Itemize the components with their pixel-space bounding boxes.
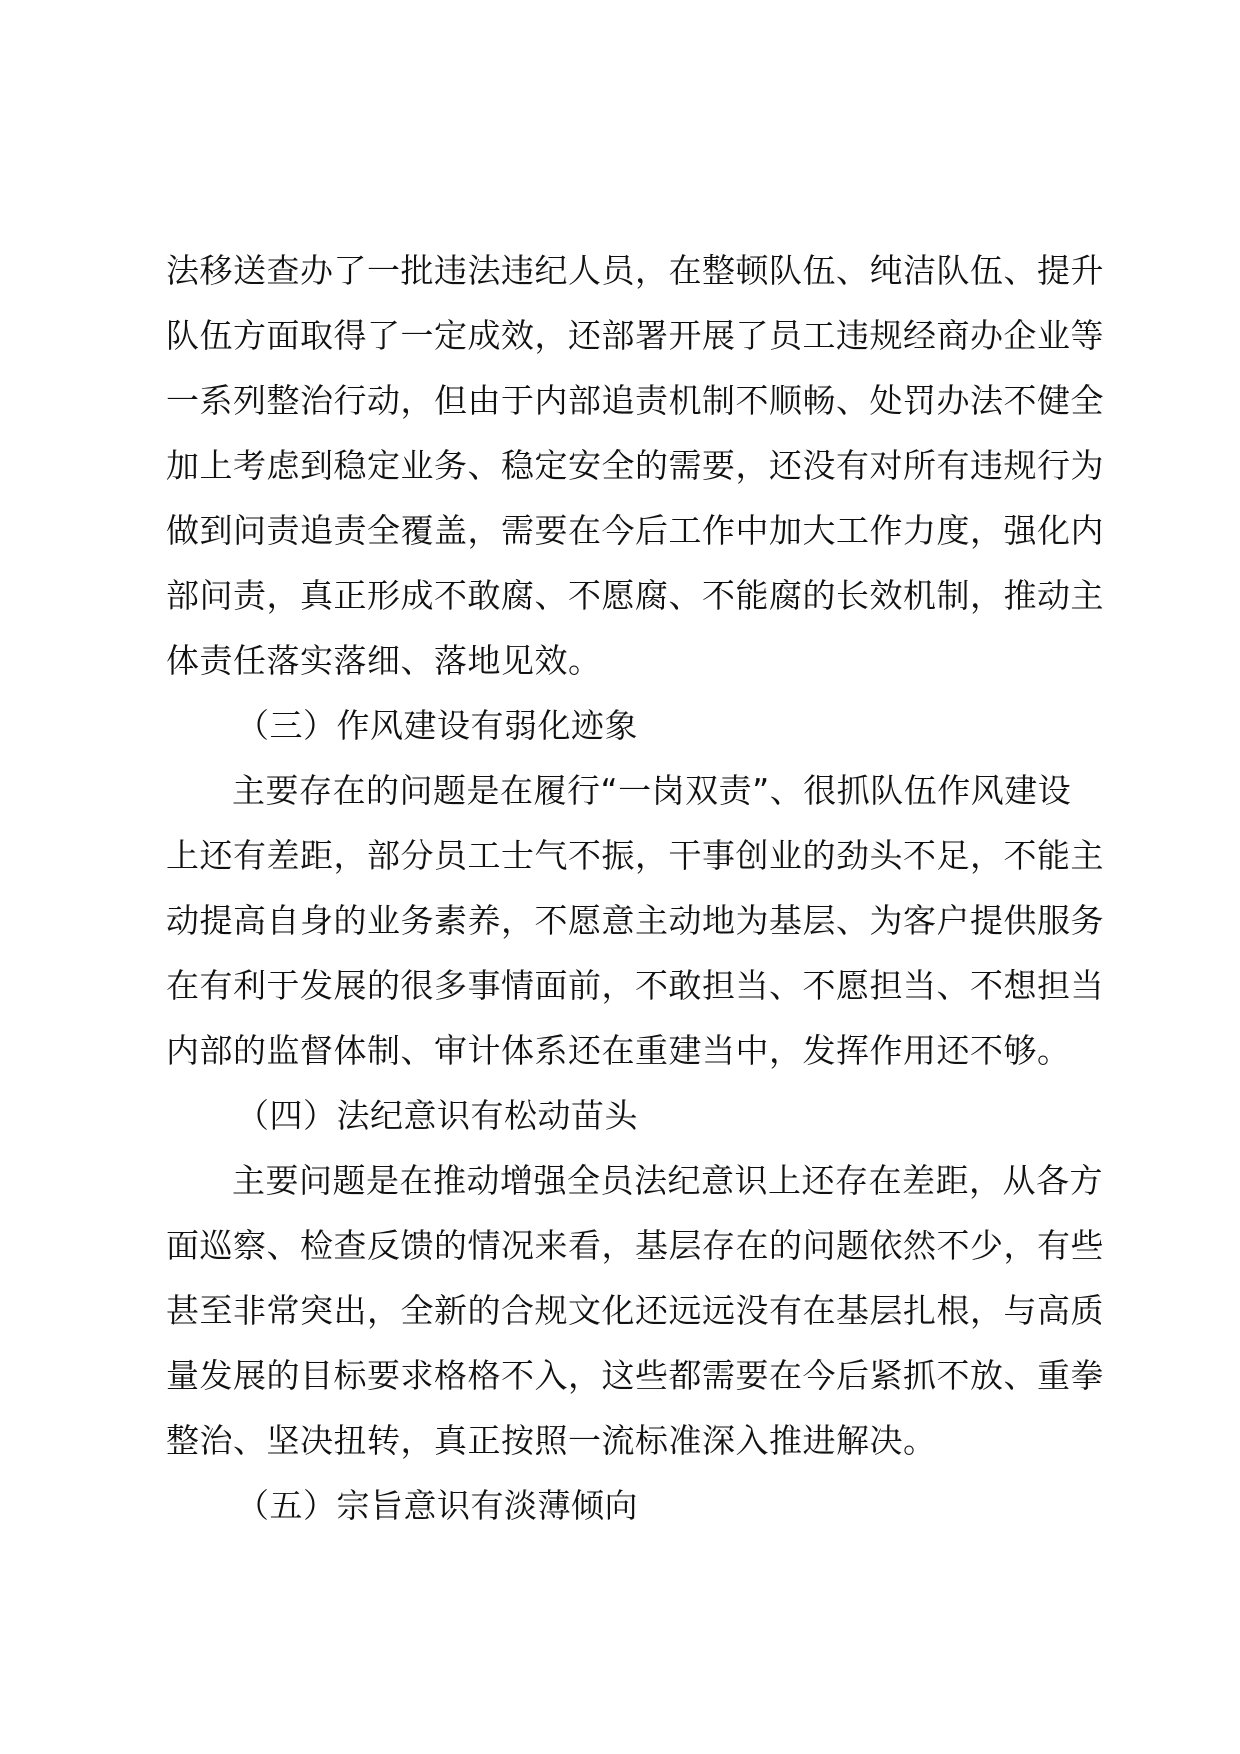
- paragraph-continued: [166, 238, 1104, 693]
- text-line: 体责任落实落细、落地见效。: [166, 641, 602, 680]
- document-body: [166, 238, 1104, 1538]
- paragraph-section-3: [166, 758, 1104, 1083]
- text-line: 量发展的目标要求格格不入，这些都需要在今后紧抓不放、重拳: [166, 1356, 1104, 1395]
- section-heading-4: [166, 1083, 1101, 1148]
- text-line: 法移送查办了一批违法违纪人员，在整顿队伍、纯洁队伍、提升: [166, 251, 1104, 290]
- section-heading-3: [166, 693, 1101, 758]
- text-line: 内部的监督体制、审计体系还在重建当中，发挥作用还不够。: [166, 1031, 1071, 1070]
- text-line: 面巡察、检查反馈的情况来看，基层存在的问题依然不少，有些: [166, 1226, 1104, 1265]
- text-line: 部问责，真正形成不敢腐、不愿腐、不能腐的长效机制，推动主: [166, 576, 1104, 615]
- paragraph-section-4: [166, 1148, 1104, 1473]
- heading-text: （五）宗旨意识有淡薄倾向: [236, 1486, 638, 1525]
- text-line: 动提高自身的业务素养，不愿意主动地为基层、为客户提供服务: [166, 901, 1104, 940]
- text-line: 上还有差距，部分员工士气不振，干事创业的劲头不足，不能主: [166, 836, 1104, 875]
- text-line: 甚至非常突出，全新的合规文化还远远没有在基层扎根，与高质: [166, 1291, 1104, 1330]
- text-line: 一系列整治行动，但由于内部追责机制不顺畅、处罚办法不健全: [166, 381, 1104, 420]
- text-line: 做到问责追责全覆盖，需要在今后工作中加大工作力度，强化内: [166, 511, 1104, 550]
- text-line: 整治、坚决扭转，真正按照一流标准深入推进解决。: [166, 1421, 937, 1460]
- section-heading-5: [166, 1473, 1101, 1538]
- text-line: 加上考虑到稳定业务、稳定安全的需要，还没有对所有违规行为: [166, 446, 1104, 485]
- text-line: 主要存在的问题是在履行“一岗双责”、很抓队伍作风建设: [232, 771, 1072, 810]
- text-line: 队伍方面取得了一定成效，还部署开展了员工违规经商办企业等: [166, 316, 1104, 355]
- text-line: 在有利于发展的很多事情面前，不敢担当、不愿担当、不想担当: [166, 966, 1104, 1005]
- text-line: 主要问题是在推动增强全员法纪意识上还存在差距，从各方: [232, 1161, 1103, 1200]
- heading-text: （三）作风建设有弱化迹象: [236, 706, 638, 745]
- heading-text: （四）法纪意识有松动苗头: [236, 1096, 638, 1135]
